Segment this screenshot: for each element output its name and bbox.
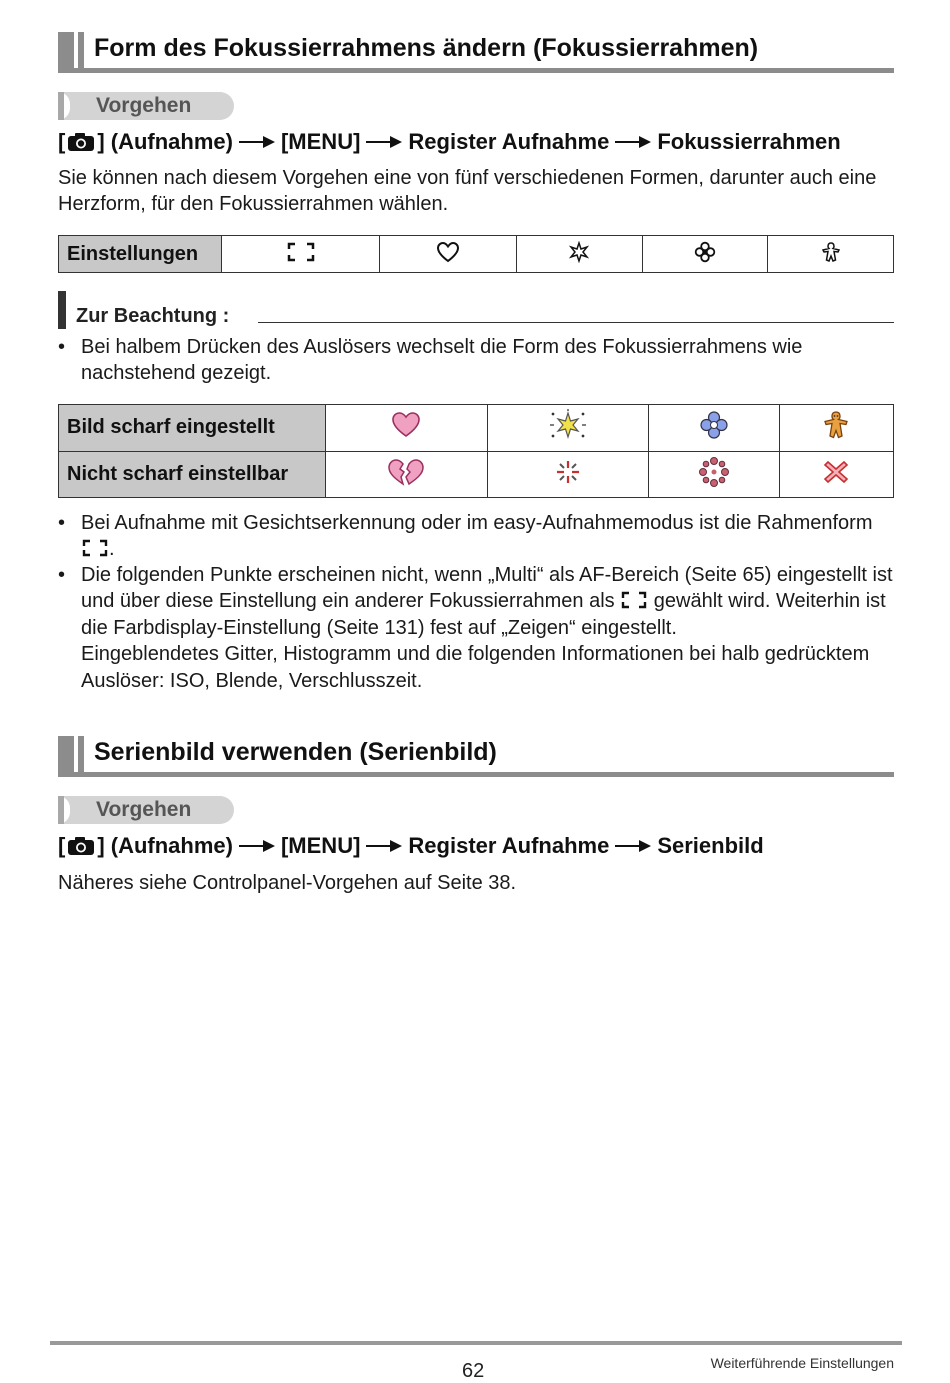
section-title: Form des Fokussierrahmens ändern (Fokussierrahmen) (94, 34, 759, 62)
menu-path: [ ] (Aufnahme) [MENU] Register Aufnahme Fokussierrahmen (58, 129, 841, 154)
broken-heart-icon (326, 451, 488, 498)
settings-table (58, 235, 894, 273)
arrow-right-icon (366, 839, 402, 853)
flower-outline-icon (642, 236, 768, 273)
row-label-not-focused: Nicht scharf einstellbar (59, 451, 326, 498)
footer-section-name: Weiterführende Einstellungen (710, 1355, 894, 1371)
section-title: Serienbild verwenden (Serienbild) (94, 738, 497, 766)
focus-shape-table (58, 404, 894, 498)
section-description: Näheres siehe Controlpanel-Vorgehen auf Seite 38. (58, 872, 517, 894)
sparkle-outline-icon (517, 236, 643, 273)
note-bullet-3: • Die folgenden Punkte erscheinen nicht, wenn „Multi“ als AF-Bereich (Seite 65) eingestellt ist und über diese Einstellung ein anderer Fokussierrahmen als gewählt wird. Weiterhin ist die Farbdisplay-Einstellung (Seite 131) fest auf „Zeigen“ eingestellt. Eingeblendetes Gitter, Histogramm und die folgenden Informationen bei halb gedrücktem Auslöser: ISO, Blende, Verschlusszeit. (58, 564, 893, 692)
heart-filled-icon (326, 405, 488, 452)
flower-filled-icon (649, 405, 779, 452)
frame-icon (222, 236, 380, 273)
note-marker (58, 291, 66, 329)
gingerbread-filled-icon (779, 405, 893, 452)
procedure-label: Vorgehen (58, 796, 234, 824)
footer-divider (50, 1341, 902, 1345)
camera-icon (67, 836, 95, 856)
note-title: Zur Beachtung : (76, 305, 230, 327)
section-description: Sie können nach diesem Vorgehen eine von fünf verschiedenen Formen, darunter auch eine Herzform, für den Fokussierrahmen wählen. (58, 167, 877, 215)
sparkle-burst-icon (487, 451, 649, 498)
arrow-right-icon (615, 839, 651, 853)
arrow-right-icon (239, 839, 275, 853)
section-heading-burst (58, 736, 894, 778)
procedure-label: Vorgehen (58, 92, 234, 120)
frame-icon (620, 590, 648, 608)
heart-outline-icon (380, 236, 517, 273)
section-heading-focus-frame (58, 32, 894, 74)
camera-icon (67, 132, 95, 152)
arrow-right-icon (615, 135, 651, 149)
gingerbread-outline-icon (768, 236, 894, 273)
arrow-right-icon (366, 135, 402, 149)
row-label-focused: Bild scharf eingestellt (59, 405, 326, 452)
sparkle-filled-icon (487, 405, 649, 452)
page-number: 62 (462, 1360, 485, 1382)
scattered-petals-icon (649, 451, 779, 498)
menu-path: [ ] (Aufnahme) [MENU] Register Aufnahme Serienbild (58, 833, 764, 858)
arrow-right-icon (239, 135, 275, 149)
note-divider (258, 322, 894, 323)
settings-header: Einstellungen (59, 236, 222, 273)
cross-mark-icon (779, 451, 893, 498)
frame-icon (81, 538, 109, 556)
note-bullet-2: • Bei Aufnahme mit Gesichtserkennung oder im easy-Aufnahmemodus ist die Rahmenform . (58, 512, 873, 561)
